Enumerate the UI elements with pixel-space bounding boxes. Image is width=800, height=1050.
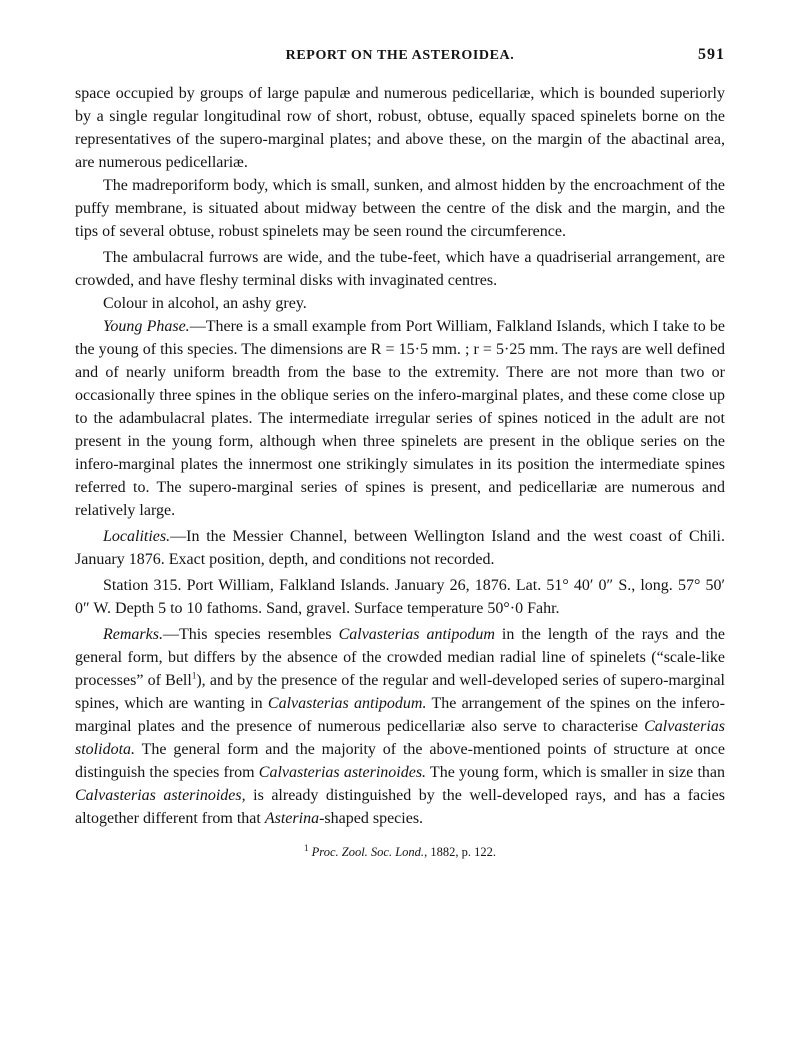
remarks-text-d: ), and by the presence of the regular and well-developed series of supero-marginal spines, which are wanting in xyxy=(75,672,725,712)
footnote-reference: 1 xyxy=(191,670,197,681)
species-name: Calvasterias asterinoides, xyxy=(75,787,246,804)
young-phase-text: —There is a small example from Port William, Falkland Islands, which I take to be the young of this species. The dimensions are R = 15·5 mm. ; r = 5·25 mm. The rays are well defined and of nearly uniform breadth from the base to the extremity. There are not more than two or occasionally three spines in the oblique series on the infero-marginal plates, and these come close up to the adambulacral plates. The intermediate irregular series of spines noticed in the adult are not present in the young form, although when three spinelets are present in the oblique series on the infero-marginal plates the innermost one strikingly simulates in its position the intermediate spines referred to. The supero-marginal series of spines is present, and pedicellariæ are numerous and relatively large. xyxy=(75,318,726,519)
species-name: Calvasterias antipodum xyxy=(338,626,495,643)
remarks-text-f: The arrangement of the spines on the infero-marginal plates and the presence of numerous pedicellariæ also serve to characterise xyxy=(75,695,725,735)
remarks-text-j: The young form, which is smaller in size than xyxy=(426,764,725,781)
species-name: Calvasterias stolidota. xyxy=(75,718,725,758)
remarks-text-c: in the length of the rays and the general form, but differs by the absence of the crowded median radial line of spinelets (“scale-like processes” of Bell xyxy=(75,626,725,689)
body-text xyxy=(75,82,725,830)
species-name: Calvasterias antipodum. xyxy=(267,695,427,712)
footnote-citation: , 1882, p. 122. xyxy=(424,845,496,859)
paragraph-1: space occupied by groups of large papulæ and numerous pedicellariæ, which is bounded superiorly by a single regular longitudinal row of short, robust, obtuse, equally spaced spinelets borne on the representatives of the supero-marginal plates; and above these, on the margin of the abactinal area, are numerous pedicellariæ. xyxy=(75,85,725,171)
running-head: REPORT ON THE ASTEROIDEA. xyxy=(285,48,515,63)
remarks-text-l: is already distinguished by the well-developed rays, and has a facies altogether different from that xyxy=(75,787,726,827)
page xyxy=(75,46,725,860)
paragraph-3: The ambulacral furrows are wide, and the tube-feet, which have a quadriserial arrangement, are crowded, and have fleshy terminal disks with invaginated centres. xyxy=(75,249,725,289)
footnote xyxy=(75,844,725,860)
paragraph-localities xyxy=(75,525,725,571)
remarks-label: Remarks. xyxy=(103,626,163,643)
remarks-text-n: -shaped species. xyxy=(319,810,424,827)
localities-text: —In the Messier Channel, between Wellington Island and the west coast of Chili. January 1876. Exact position, depth, and conditions not recorded. xyxy=(75,528,725,568)
footnote-journal: Proc. Zool. Soc. Lond. xyxy=(311,845,425,859)
paragraph-2: The madreporiform body, which is small, sunken, and almost hidden by the encroachment of the puffy membrane, is situated about midway between the centre of the disk and the margin, and the tips of several obtuse, robust spinelets may be seen round the circumference. xyxy=(75,177,725,240)
footnote-marker: 1 xyxy=(304,842,309,853)
remarks-text-h: The general form and the majority of the above-mentioned points of structure at once distinguish the species from xyxy=(75,741,725,781)
genus-name: Asterina xyxy=(264,810,320,827)
paragraph-young-phase xyxy=(75,315,725,522)
species-name: Calvasterias asterinoides. xyxy=(258,764,427,781)
young-phase-label: Young Phase. xyxy=(103,318,190,335)
paragraph-station: Station 315. Port William, Falkland Islands. January 26, 1876. Lat. 51° 40′ 0″ S., long. 57° 50′ 0″ W. Depth 5 to 10 fathoms. Sand, gravel. Surface temperature 50°·0 Fahr. xyxy=(75,577,725,617)
remarks-text-a: —This species resembles xyxy=(162,626,339,643)
page-number: 591 xyxy=(698,46,725,63)
page-header xyxy=(75,46,725,70)
localities-label: Localities. xyxy=(103,528,171,545)
paragraph-4: Colour in alcohol, an ashy grey. xyxy=(103,295,307,312)
paragraph-remarks xyxy=(75,623,725,830)
